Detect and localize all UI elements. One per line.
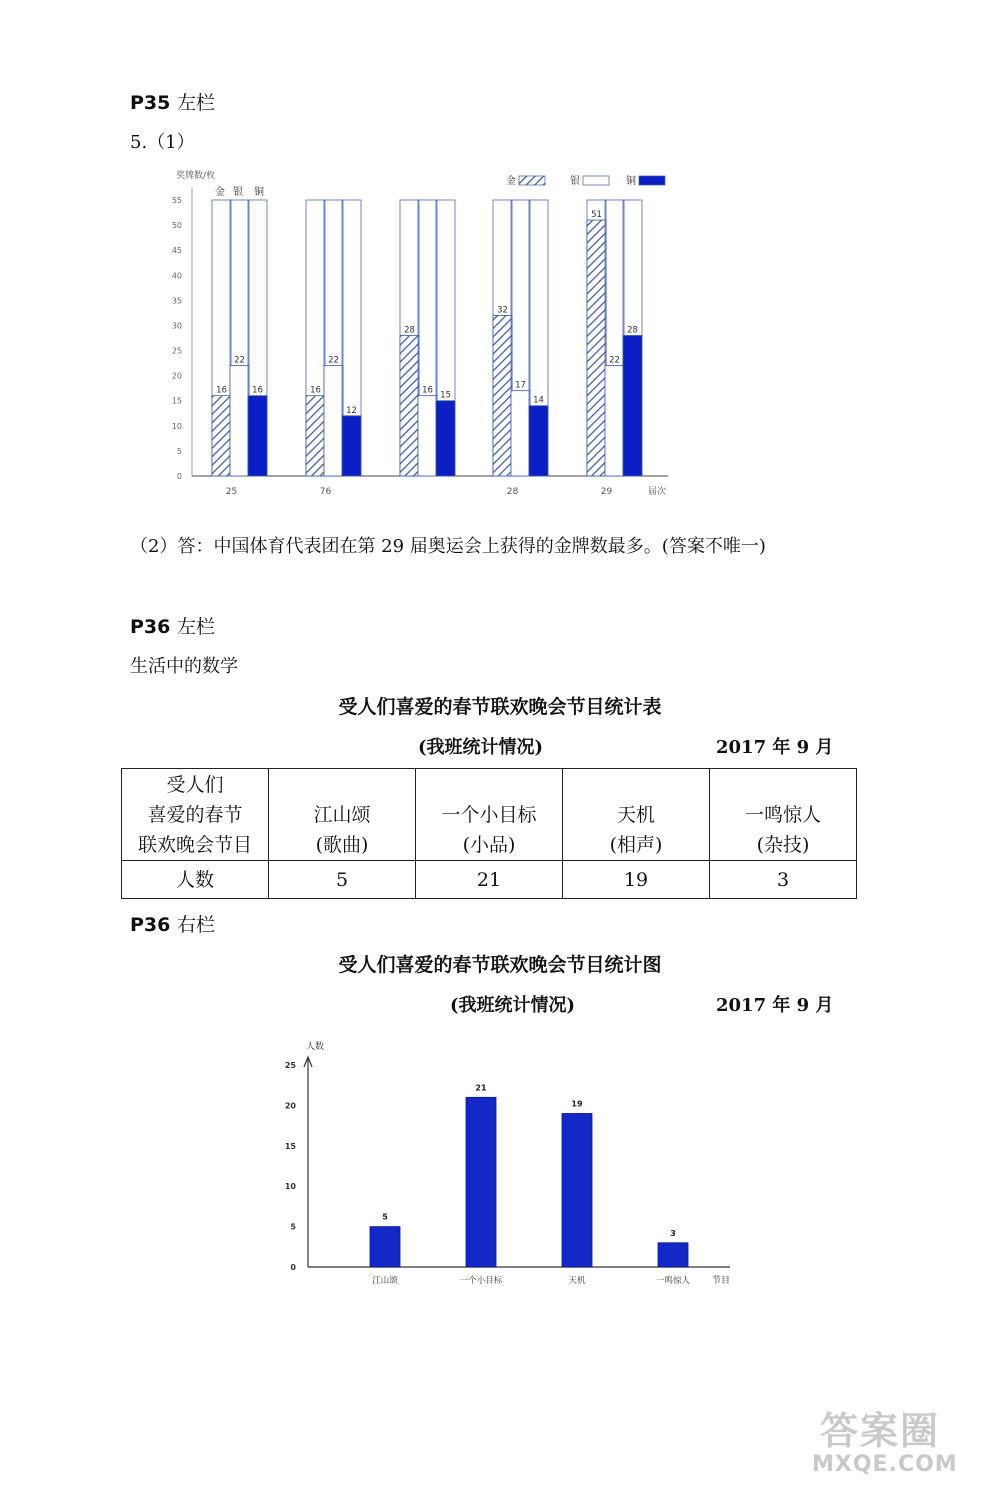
data-label: 32 [497,305,508,316]
column-label: 右栏 [177,914,216,936]
column-header-label: 银 [233,187,243,198]
data-label: 5 [382,1212,388,1222]
table-subtitle: (我班统计情况) [418,737,544,758]
data-label: 16 [310,385,321,396]
data-label: 22 [609,355,620,366]
section-label-p35 [130,88,215,115]
bar [230,366,249,476]
x-axis-title: 节目 [712,1276,731,1286]
chart-title: 受人们喜爱的春节联欢晚会节目统计图 [338,954,662,976]
y-tick-label: 20 [284,1101,296,1111]
x-tick-label: 29 [600,487,613,497]
question-number: 5.（1） [130,132,195,153]
x-tick-label: 一个小目标 [459,1276,503,1286]
y-axis-title: 人数 [306,1042,325,1052]
y-tick-label: 50 [171,221,182,231]
x-tick-label: 江山颂 [372,1276,398,1286]
answer-text: （2）答：中国体育代表团在第 29 届奥运会上获得的金牌数最多。(答案不唯一) [130,536,766,557]
y-tick-label: 10 [171,421,182,431]
bar [248,396,267,476]
table-title: 受人们喜爱的春节联欢晚会节目统计表 [338,696,662,718]
program-cell [710,769,857,861]
x-tick-label: 天机 [568,1276,586,1286]
page-number: P36 [130,914,171,936]
bar [342,416,361,476]
program-cell [416,769,563,861]
y-tick-label: 10 [284,1182,296,1192]
legend-swatch [519,176,545,185]
y-tick-label: 55 [171,196,182,205]
bar [511,391,530,476]
bar [436,401,455,476]
program-cell [269,769,416,861]
bar [370,1227,400,1267]
program-type: (小品) [462,833,516,856]
chart-date: 2017 年 9 月 [716,995,834,1016]
y-tick-label: 20 [171,371,182,381]
statistics-table [121,768,857,899]
watermark-logo: 答案圈 [820,1409,941,1453]
count-cell: 3 [710,861,857,899]
y-tick-label: 5 [176,446,182,456]
x-tick-label: 76 [319,487,332,497]
bar [493,315,512,476]
bar [212,396,231,476]
program-name: 天机 [616,803,655,826]
data-label: 12 [346,405,357,416]
medal-bar-chart [160,160,680,500]
y-tick-label: 15 [284,1141,296,1151]
column-label: 左栏 [177,616,216,638]
subsection-title: 生活中的数学 [130,656,238,677]
data-label: 22 [328,355,339,366]
y-tick-label: 35 [171,296,182,306]
column-header-label: 金 [215,187,225,198]
bar [529,406,548,476]
program-name: 江山颂 [313,803,371,826]
bar [400,335,419,476]
data-label: 19 [571,1099,583,1109]
y-tick-label: 15 [171,396,182,406]
legend-swatch [583,176,609,185]
watermark-url: MXQE.COM [812,1452,958,1477]
count-cell: 5 [269,861,416,899]
y-tick-label: 25 [284,1061,296,1070]
x-axis-title: 届次 [648,487,667,497]
chart-subtitle: (我班统计情况) [450,995,576,1016]
program-name: 一个小目标 [441,803,537,826]
column-label: 左栏 [177,92,216,114]
bar [466,1097,496,1267]
y-axis-title: 奖牌数/枚 [176,171,216,181]
section-label-p36-left [130,612,215,639]
data-label: 16 [252,385,263,396]
program-type: (杂技) [756,833,810,856]
data-label: 21 [475,1083,487,1093]
bar [562,1113,592,1267]
bar [587,220,606,476]
bar [324,366,343,476]
x-tick-label: 28 [506,487,519,497]
bar [306,396,325,476]
legend-swatch [639,176,665,185]
data-label: 22 [234,355,245,366]
count-label-cell: 人数 [122,861,269,899]
data-label: 28 [627,325,638,336]
data-label: 3 [670,1228,676,1238]
program-type: (歌曲) [315,833,369,856]
y-tick-label: 45 [171,246,182,256]
table-date: 2017 年 9 月 [716,737,834,758]
x-tick-label: 25 [225,487,238,497]
program-type: (相声) [609,833,663,856]
header-cell [122,769,269,861]
page-number: P36 [130,616,171,638]
page-number: P35 [130,92,171,114]
legend-label: 银 [570,176,580,187]
bar [418,396,437,476]
x-tick-label: 一鸣惊人 [655,1276,691,1286]
section-label-p36-right [130,910,215,937]
y-tick-label: 25 [171,346,182,356]
y-tick-label: 40 [171,271,182,281]
count-cell: 19 [563,861,710,899]
y-tick-label: 0 [176,472,182,481]
bar [623,335,642,476]
bar [605,366,624,476]
data-label: 14 [533,395,544,406]
header-line: 受人们 [166,773,224,796]
data-label: 17 [515,380,526,391]
y-tick-label: 5 [290,1222,296,1232]
legend-label: 铜 [626,176,636,187]
y-tick-label: 30 [171,321,182,331]
data-label: 15 [440,390,451,401]
legend-label: 金 [506,176,516,187]
y-tick-label: 0 [290,1263,296,1272]
header-line: 联欢晚会节目 [137,833,252,856]
header-line: 喜爱的春节 [147,803,243,826]
count-cell: 21 [416,861,563,899]
program-cell [563,769,710,861]
data-label: 51 [591,210,602,221]
column-header-label: 铜 [254,187,264,198]
data-label: 16 [216,385,227,396]
program-bar-chart [270,1035,750,1295]
bar [658,1243,688,1267]
data-label: 28 [404,325,415,336]
data-label: 16 [422,385,433,396]
program-name: 一鸣惊人 [744,803,821,826]
